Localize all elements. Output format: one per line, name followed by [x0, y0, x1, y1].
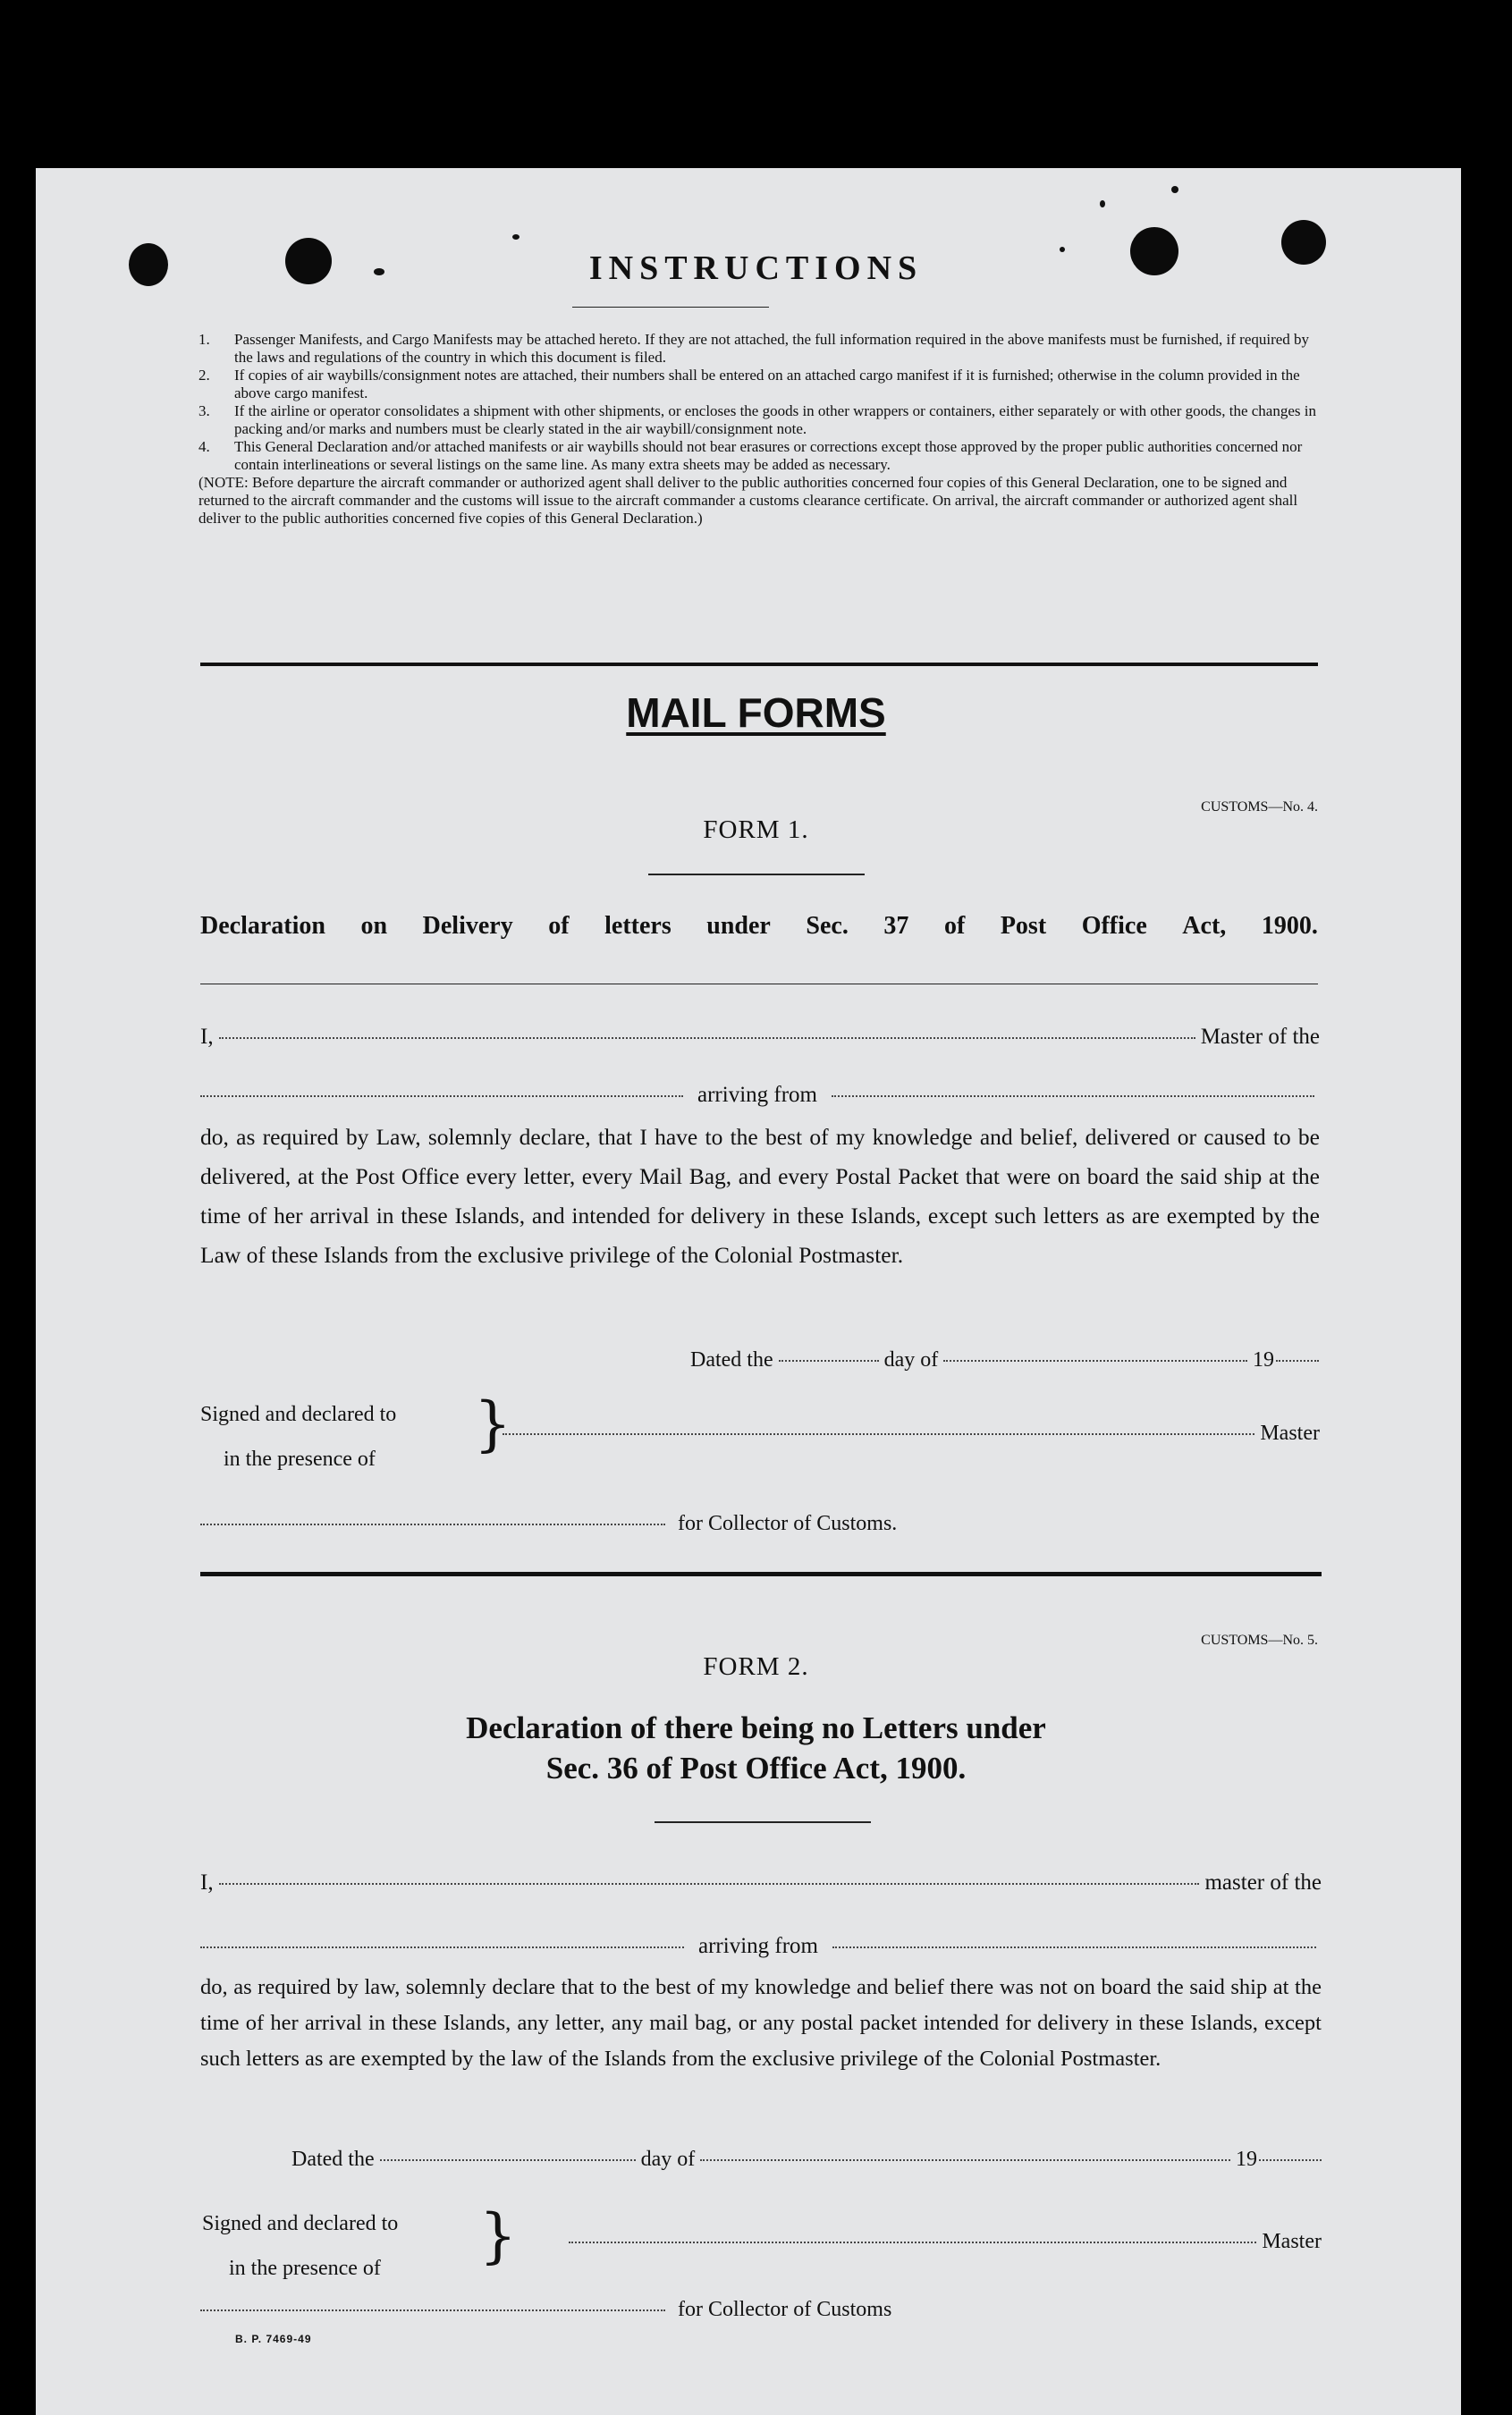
- form2-body: do, as required by law, solemnly declare that to the best of my knowledge and belief there was not on board the said ship at the time of her arrival in these Islands, any letter, any mail bag, or any postal packet intended for delivery in these Islands, except such letters as are exempted by the law of the Islands from the exclusive privilege of the Colonial Postmaster.: [200, 1975, 1322, 2071]
- print-code: B. P. 7469-49: [235, 2333, 312, 2345]
- form1-witness-field[interactable]: [503, 1432, 1254, 1435]
- section-divider: [200, 663, 1318, 666]
- form2-signed-label: Signed and declared to in the presence of: [202, 2212, 399, 2280]
- form2-date-year-field[interactable]: [1259, 2158, 1322, 2161]
- form2-name-field[interactable]: [219, 1882, 1200, 1885]
- form2-origin-field[interactable]: [832, 1946, 1316, 1948]
- form1-brace: }: [474, 1389, 511, 1458]
- form2-collector-field[interactable]: [200, 2309, 665, 2311]
- form1-customs-number: CUSTOMS—No. 4.: [1201, 799, 1318, 815]
- form2-title-rule: [655, 1821, 871, 1823]
- form-divider: [200, 1572, 1322, 1576]
- speck-mark: [1171, 186, 1178, 193]
- form1-heading: FORM 1.: [703, 815, 809, 844]
- form1-date-month-field[interactable]: [943, 1359, 1247, 1362]
- form2-master-line: I, master of the: [200, 1870, 1322, 1895]
- instructions-note: (NOTE: Before departure the aircraft commander or authorized agent shall deliver to the public authorities concerned four copies of this General Declaration, one to be signed and returned to the aircraft commander and the customs will issue to the aircraft commander a customs clearance certificate. On arrival, the aircraft commander or authorized agent shall deliver to the public authorities concerned five copies of this General Declaration.): [199, 474, 1298, 527]
- instruction-item: 2. If copies of air waybills/consignment notes are attached, their numbers shall be entered on an attached cargo manifest if it is furnished; otherwise in the column provided in the above cargo manifest.: [199, 367, 1300, 401]
- form1-collector-field[interactable]: [200, 1523, 665, 1525]
- form2-collector-line: for Collector of Customs: [200, 2298, 969, 2322]
- instructions-title-rule: [572, 307, 769, 308]
- form2-witness-line: Master: [569, 2230, 1322, 2254]
- instructions-title: INSTRUCTIONS: [588, 249, 924, 287]
- form1-origin-field[interactable]: [832, 1094, 1314, 1097]
- mail-forms-title: MAIL FORMS: [626, 689, 886, 736]
- instruction-item: 1. Passenger Manifests, and Cargo Manifests may be attached hereto. If they are not attached, the full information required in the above manifests must be furnished, if required by the laws and regulations of the country in which this document is filed.: [199, 331, 1310, 366]
- form2-arriving-line: arriving from: [200, 1934, 1322, 1959]
- speck-mark: [1100, 200, 1105, 207]
- form2-ship-field[interactable]: [200, 1946, 684, 1948]
- form2-declaration-title: Declaration of there being no Letters under Sec. 36 of Post Office Act, 1900.: [466, 1710, 1046, 1786]
- form1-date-year-field[interactable]: [1276, 1359, 1319, 1362]
- form2-heading: FORM 2.: [703, 1652, 809, 1681]
- form1-date-day-field[interactable]: [779, 1359, 879, 1362]
- instruction-item: 3. If the airline or operator consolidates a shipment with other shipments, or encloses the goods in other wrappers or containers, either separately or with other goods, the changes in packing and/or marks and numbers must be clearly stated in the air waybill/consignment note.: [199, 402, 1316, 437]
- instructions-list: [199, 331, 1318, 528]
- form1-witness-line: Master: [503, 1422, 1320, 1446]
- form1-body: do, as required by Law, solemnly declare, that I have to the best of my knowledge and belief, delivered or caused to be delivered, at the Post Office every letter, every Mail Bag, and every Postal Packet that were on board the said ship at the time of her arrival in these Islands, and intended for delivery in these Islands, except such letters as are exempted by the Law of these Islands from the exclusive privilege of the Colonial Postmaster.: [200, 1124, 1320, 1268]
- form1-master-line: I, Master of the: [200, 1025, 1320, 1049]
- speck-mark: [512, 234, 519, 240]
- form1-declaration-title: Declaration on Delivery of letters under Sec. 37 of Post Office Act, 1900.: [200, 912, 1318, 940]
- form2-witness-field[interactable]: [569, 2241, 1256, 2243]
- form1-signed-label: Signed and declared to in the presence of: [200, 1403, 397, 1471]
- form1-ship-field[interactable]: [200, 1094, 683, 1097]
- form2-dated-line: Dated the day of 19: [291, 2148, 1322, 2172]
- form2-date-month-field[interactable]: [700, 2158, 1230, 2161]
- instruction-item: 4. This General Declaration and/or attached manifests or air waybills should not bear erasures or corrections except those approved by the proper public authorities concerned nor contain interlineations or several listings on the same line. As many extra sheets may be added as necessary.: [199, 438, 1303, 473]
- form1-collector-line: for Collector of Customs.: [200, 1512, 969, 1536]
- form1-heading-rule: [648, 874, 865, 875]
- form1-dated-line: Dated the day of 19: [690, 1348, 1319, 1372]
- form2-date-day-field[interactable]: [380, 2158, 636, 2161]
- form1-name-field[interactable]: [219, 1036, 1195, 1039]
- form1-arriving-line: arriving from: [200, 1083, 1320, 1108]
- form2-brace: }: [479, 2201, 517, 2270]
- form2-customs-number: CUSTOMS—No. 5.: [1201, 1633, 1318, 1648]
